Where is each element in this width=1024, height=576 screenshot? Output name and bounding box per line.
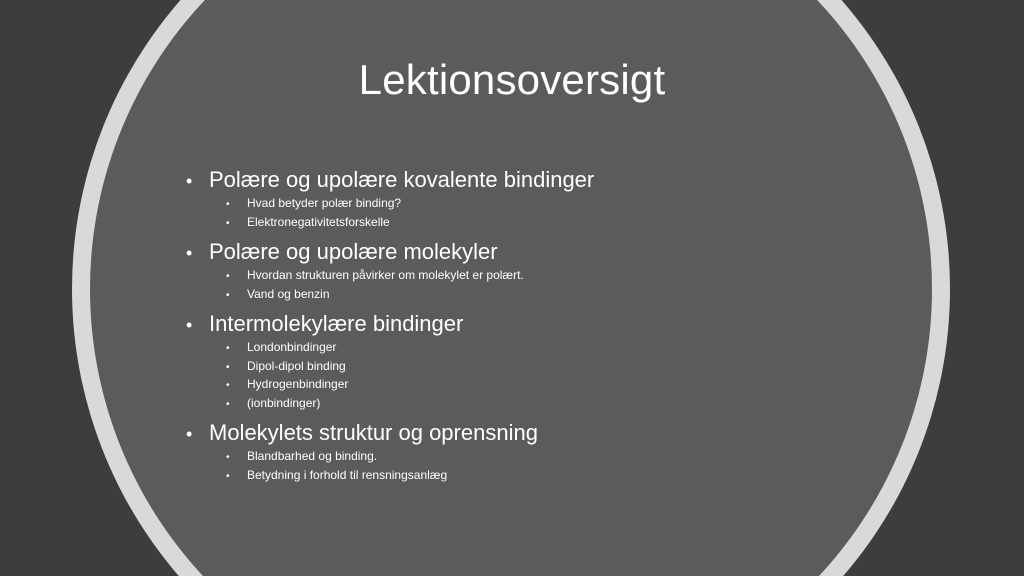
subitem-label: Betydning i forhold til rensningsanlæg	[247, 467, 448, 482]
subitem-label: Hvordan strukturen påvirker om molekylet er polært.	[247, 268, 524, 282]
topic-item	[186, 166, 806, 232]
bullet-icon: •	[226, 217, 230, 229]
bullet-icon: •	[226, 398, 230, 410]
bullet-icon: •	[186, 171, 193, 191]
subitem	[226, 267, 806, 286]
bullet-icon: •	[226, 271, 230, 282]
topic-label: Intermolekylære bindinger	[209, 311, 464, 336]
bullet-icon: •	[226, 380, 230, 391]
subitem	[226, 339, 806, 358]
topic-label: Polære og upolære kovalente bindinger	[209, 167, 595, 192]
slide-title: Lektionsoversigt	[358, 56, 666, 103]
subitem	[226, 358, 806, 377]
subitem	[226, 467, 806, 486]
bullet-icon: •	[226, 343, 230, 354]
subitem	[226, 448, 806, 467]
topic-label: Polære og upolære molekyler	[209, 239, 498, 264]
subitem	[226, 214, 806, 233]
bullet-icon: •	[226, 361, 230, 373]
subitem-label: (ionbindinger)	[247, 395, 321, 410]
subitem	[226, 286, 806, 305]
subitem-label: Blandbarhed og binding.	[247, 449, 378, 463]
topic-item	[186, 238, 806, 304]
subitem	[226, 195, 806, 214]
bullet-icon: •	[186, 424, 193, 444]
topic-item	[186, 419, 806, 485]
subitem-list	[186, 448, 806, 485]
subitem-label: Dipol-dipol binding	[247, 358, 346, 373]
topic-item	[186, 310, 806, 413]
bullet-icon: •	[226, 470, 230, 482]
subitem-label: Elektronegativitetsforskelle	[247, 214, 390, 229]
subitem	[226, 376, 806, 395]
subitem-list	[186, 267, 806, 304]
subitem-label: Vand og benzin	[247, 286, 330, 301]
topic-label: Molekylets struktur og oprensning	[209, 420, 538, 445]
subitem-list	[186, 339, 806, 413]
bullet-icon: •	[186, 243, 193, 263]
bullet-icon: •	[226, 289, 230, 301]
bullet-icon: •	[226, 452, 230, 463]
subitem-label: Hvad betyder polær binding?	[247, 196, 402, 210]
subitem	[226, 395, 806, 414]
bullet-icon: •	[226, 199, 230, 210]
subitem-label: Hydrogenbindinger	[247, 377, 349, 391]
subitem-label: Londonbindinger	[247, 340, 337, 354]
subitem-list	[186, 195, 806, 232]
topic-list	[186, 166, 806, 491]
bullet-icon: •	[186, 315, 193, 335]
